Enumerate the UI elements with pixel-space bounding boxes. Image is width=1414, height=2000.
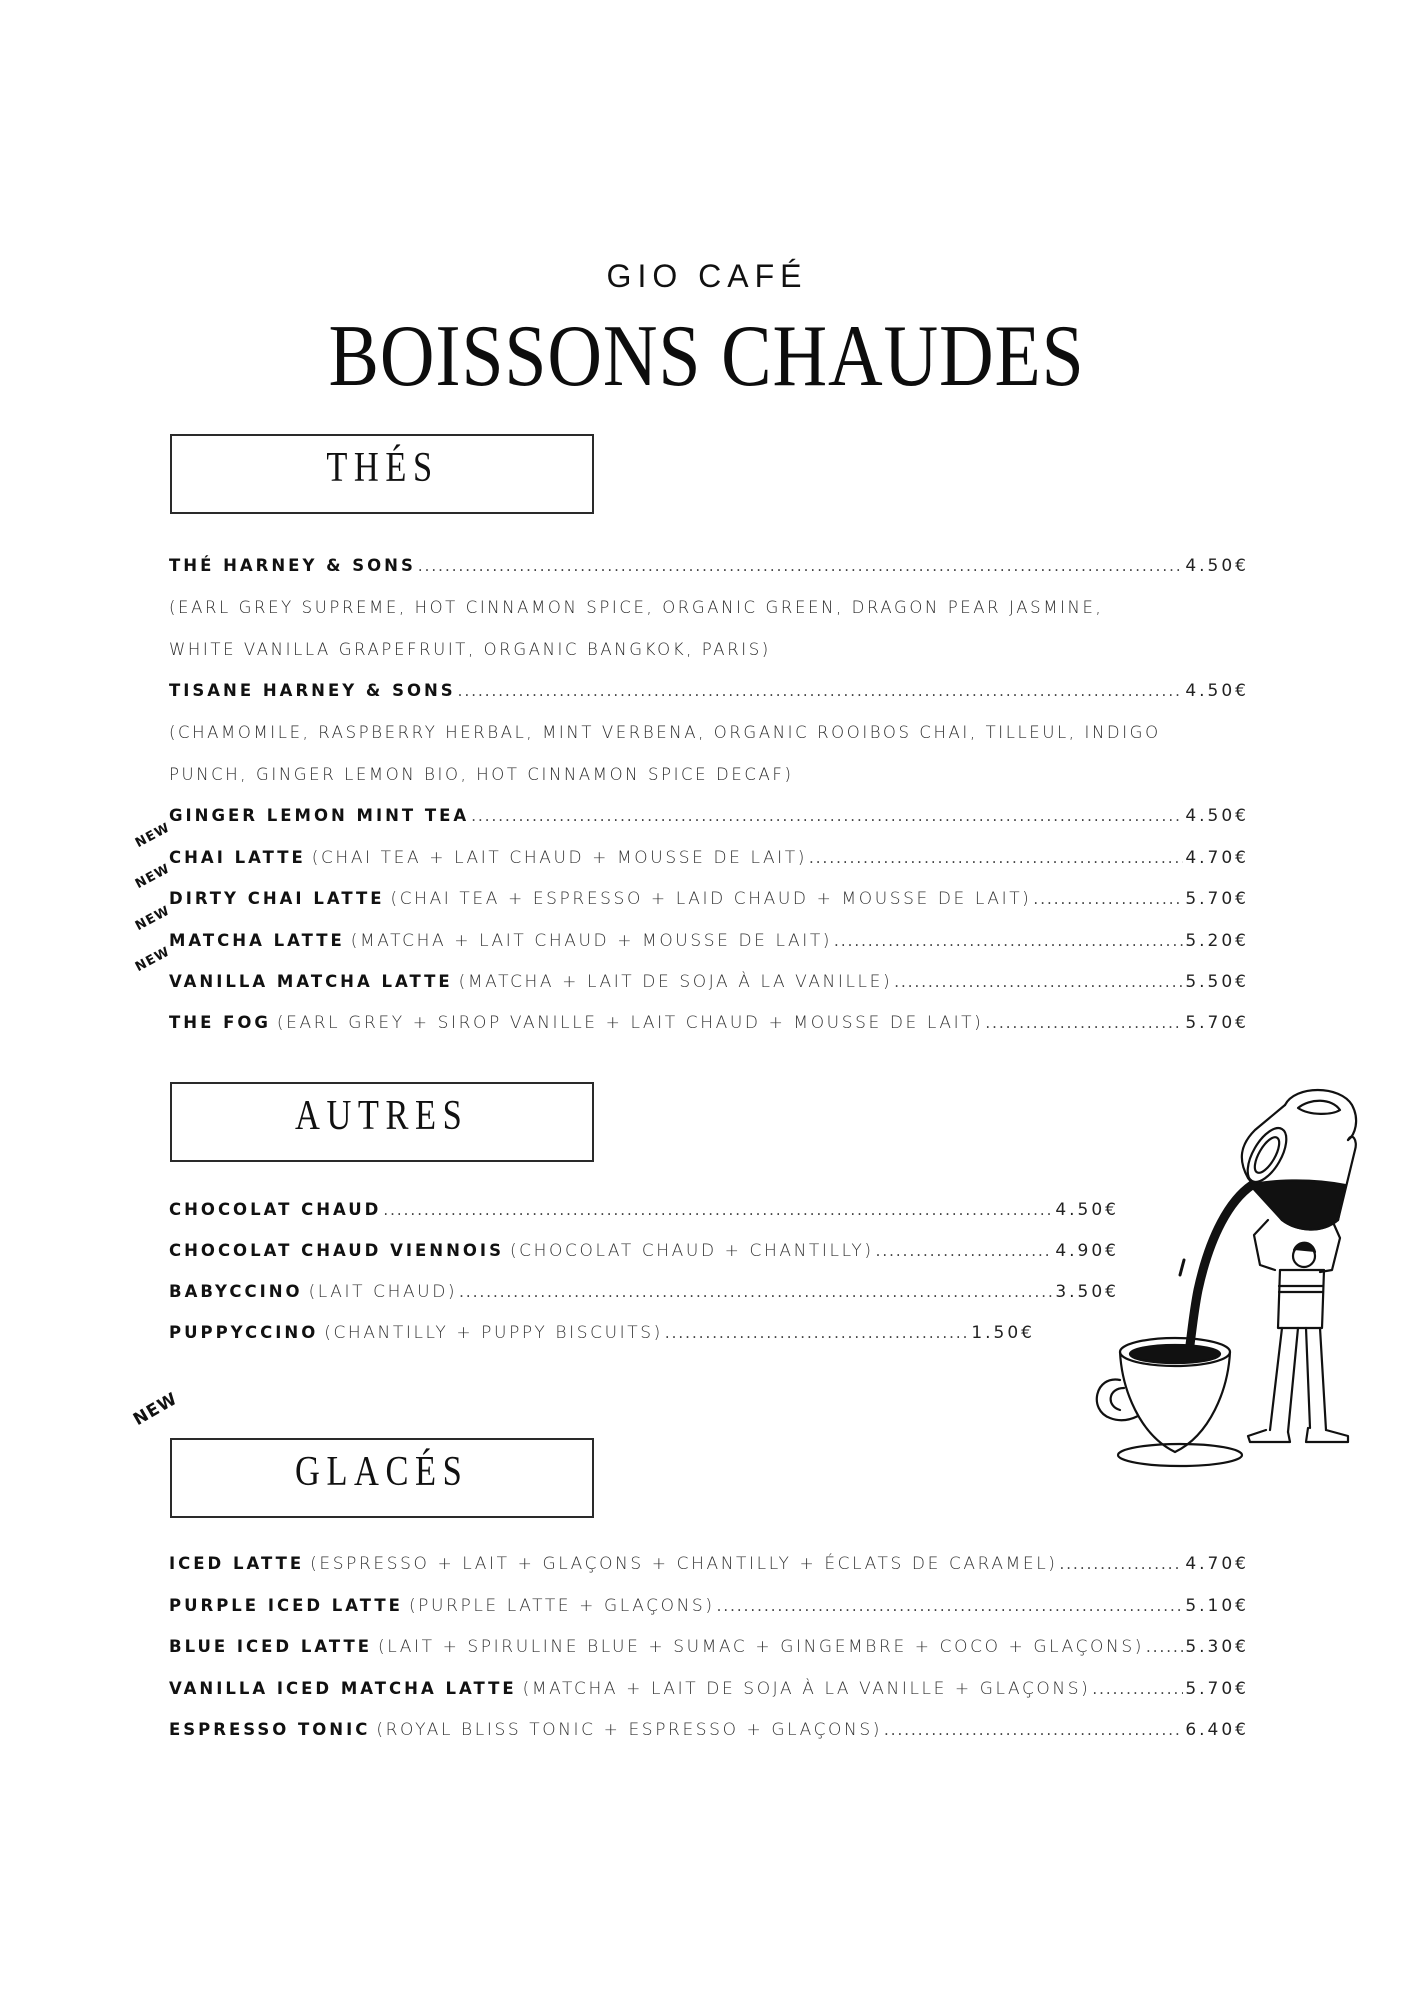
dot-leader: [717, 1597, 1184, 1615]
menu-item: [169, 1720, 1249, 1746]
item-name: PURPLE ICED LATTE: [169, 1596, 403, 1615]
item-price: 5.70€: [1185, 1679, 1249, 1699]
item-price: 5.50€: [1185, 972, 1249, 992]
item-price: 5.70€: [1185, 1013, 1249, 1033]
section-header-autres: [170, 1082, 594, 1162]
menu-item: [169, 1637, 1249, 1663]
dot-leader: [876, 1242, 1054, 1260]
item-name: BABYCCINO: [169, 1282, 303, 1301]
menu-item: [169, 1200, 1119, 1226]
dot-leader: [665, 1324, 969, 1342]
item-details: (EARL GREY SUPREME, HOT CINNAMON SPICE, ORGANIC GREEN, DRAGON PEAR JASMINE,: [169, 598, 1104, 617]
item-name: CHOCOLAT CHAUD VIENNOIS: [169, 1241, 504, 1260]
item-name: BLUE ICED LATTE: [169, 1637, 373, 1656]
new-badge: NEW: [132, 861, 173, 892]
menu-item-new: [169, 889, 1249, 915]
item-details: WHITE VANILLA GRAPEFRUIT, ORGANIC BANGKOK, PARIS): [169, 640, 771, 659]
item-name: THÉ HARNEY & SONS: [169, 556, 416, 575]
dot-leader: [834, 932, 1183, 950]
item-name: VANILLA MATCHA LATTE: [169, 972, 453, 991]
item-details: (CHAMOMILE, RASPBERRY HERBAL, MINT VERBENA, ORGANIC ROOIBOS CHAI, TILLEUL, INDIGO: [169, 723, 1161, 742]
dot-leader: [459, 1283, 1053, 1301]
menu-item: [169, 1282, 1119, 1308]
dot-leader: [383, 1201, 1053, 1219]
item-description: (PURPLE LATTE + GLAÇONS): [408, 1596, 715, 1616]
item-name: ESPRESSO TONIC: [169, 1720, 371, 1739]
dot-leader: [1146, 1638, 1183, 1656]
item-description: (LAIT + SPIRULINE BLUE + SUMAC + GINGEMBRE + COCO + GLAÇONS): [378, 1637, 1144, 1657]
item-name: PUPPYCCINO: [169, 1323, 319, 1342]
item-price: 5.20€: [1185, 931, 1249, 951]
item-description: (CHAI TEA + ESPRESSO + LAID CHAUD + MOUSSE DE LAIT): [390, 889, 1032, 909]
menu-item: [169, 556, 1249, 582]
new-badge: NEW: [132, 903, 173, 934]
section-header-glaces: [170, 1438, 594, 1518]
item-price: 5.70€: [1185, 889, 1249, 909]
item-name: MATCHA LATTE: [169, 931, 345, 950]
item-price: 4.50€: [1185, 556, 1249, 576]
menu-item-new: [169, 848, 1249, 874]
item-price: 3.50€: [1055, 1282, 1119, 1302]
item-price: 4.90€: [1055, 1241, 1119, 1261]
item-name: CHAI LATTE: [169, 848, 306, 867]
person-pouring-coffee-icon: [1070, 1060, 1370, 1480]
item-description: (MATCHA + LAIT DE SOJA À LA VANILLE + GLAÇONS): [522, 1679, 1091, 1699]
item-description: (CHAI TEA + LAIT CHAUD + MOUSSE DE LAIT): [311, 848, 808, 868]
page-title-wrap: [0, 308, 1414, 405]
item-name: CHOCOLAT CHAUD: [169, 1200, 382, 1219]
menu-item: [169, 681, 1249, 707]
item-price: 4.50€: [1055, 1200, 1119, 1220]
dot-leader: [1060, 1555, 1184, 1573]
item-price: 6.40€: [1185, 1720, 1249, 1740]
menu-item: [169, 1013, 1249, 1039]
item-description: (ROYAL BLISS TONIC + ESPRESSO + GLAÇONS): [376, 1720, 882, 1740]
section-label-autres: AUTRES: [295, 1093, 469, 1139]
item-name: ICED LATTE: [169, 1554, 305, 1573]
item-description: (LAIT CHAUD): [308, 1282, 458, 1302]
item-description: (ESPRESSO + LAIT + GLAÇONS + CHANTILLY + ÉCLATS DE CARAMEL): [310, 1554, 1058, 1574]
menu-item: [169, 1554, 1249, 1580]
menu-item: [169, 806, 1249, 832]
menu-item-new: [169, 931, 1249, 957]
item-name: DIRTY CHAI LATTE: [169, 889, 385, 908]
new-badge: NEW: [132, 820, 173, 851]
item-details: PUNCH, GINGER LEMON BIO, HOT CINNAMON SPICE DECAF): [169, 765, 794, 784]
menu-item: [169, 1241, 1119, 1267]
item-description: (CHOCOLAT CHAUD + CHANTILLY): [509, 1241, 874, 1261]
dot-leader: [1033, 890, 1183, 908]
item-name: THE FOG: [169, 1013, 271, 1032]
item-price: 4.50€: [1185, 681, 1249, 701]
menu-item: [169, 1596, 1249, 1622]
item-price: 1.50€: [971, 1323, 1035, 1343]
menu-item: [169, 1679, 1249, 1705]
brand-name: GIO CAFÉ: [606, 258, 808, 294]
item-price: 5.10€: [1185, 1596, 1249, 1616]
item-price: 5.30€: [1185, 1637, 1249, 1657]
menu-item-new: [169, 972, 1249, 998]
dot-leader: [884, 1721, 1183, 1739]
menu-item: [169, 1323, 1035, 1349]
dot-leader: [985, 1014, 1183, 1032]
dot-leader: [458, 682, 1184, 700]
section-label-glaces: GLACÉS: [295, 1449, 469, 1495]
item-name: TISANE HARNEY & SONS: [169, 681, 456, 700]
section-label-thes: THÉS: [325, 445, 439, 491]
item-description: (MATCHA + LAIT CHAUD + MOUSSE DE LAIT): [350, 931, 833, 951]
dot-leader: [1092, 1680, 1183, 1698]
dot-leader: [894, 973, 1183, 991]
item-name: VANILLA ICED MATCHA LATTE: [169, 1679, 517, 1698]
item-name: GINGER LEMON MINT TEA: [169, 806, 470, 825]
dot-leader: [809, 849, 1183, 867]
item-price: 4.70€: [1185, 848, 1249, 868]
dot-leader: [418, 557, 1183, 575]
item-description: (CHANTILLY + PUPPY BISCUITS): [324, 1323, 663, 1343]
page-title: BOISSONS CHAUDES: [328, 308, 1085, 405]
item-description: (EARL GREY + SIROP VANILLE + LAIT CHAUD + MOUSSE DE LAIT): [276, 1013, 984, 1033]
item-price: 4.70€: [1185, 1554, 1249, 1574]
new-badge: NEW: [130, 1388, 182, 1430]
item-price: 4.50€: [1185, 806, 1249, 826]
section-header-thes: [170, 434, 594, 514]
item-description: (MATCHA + LAIT DE SOJA À LA VANILLE): [458, 972, 893, 992]
dot-leader: [471, 807, 1183, 825]
new-badge: NEW: [132, 944, 173, 975]
